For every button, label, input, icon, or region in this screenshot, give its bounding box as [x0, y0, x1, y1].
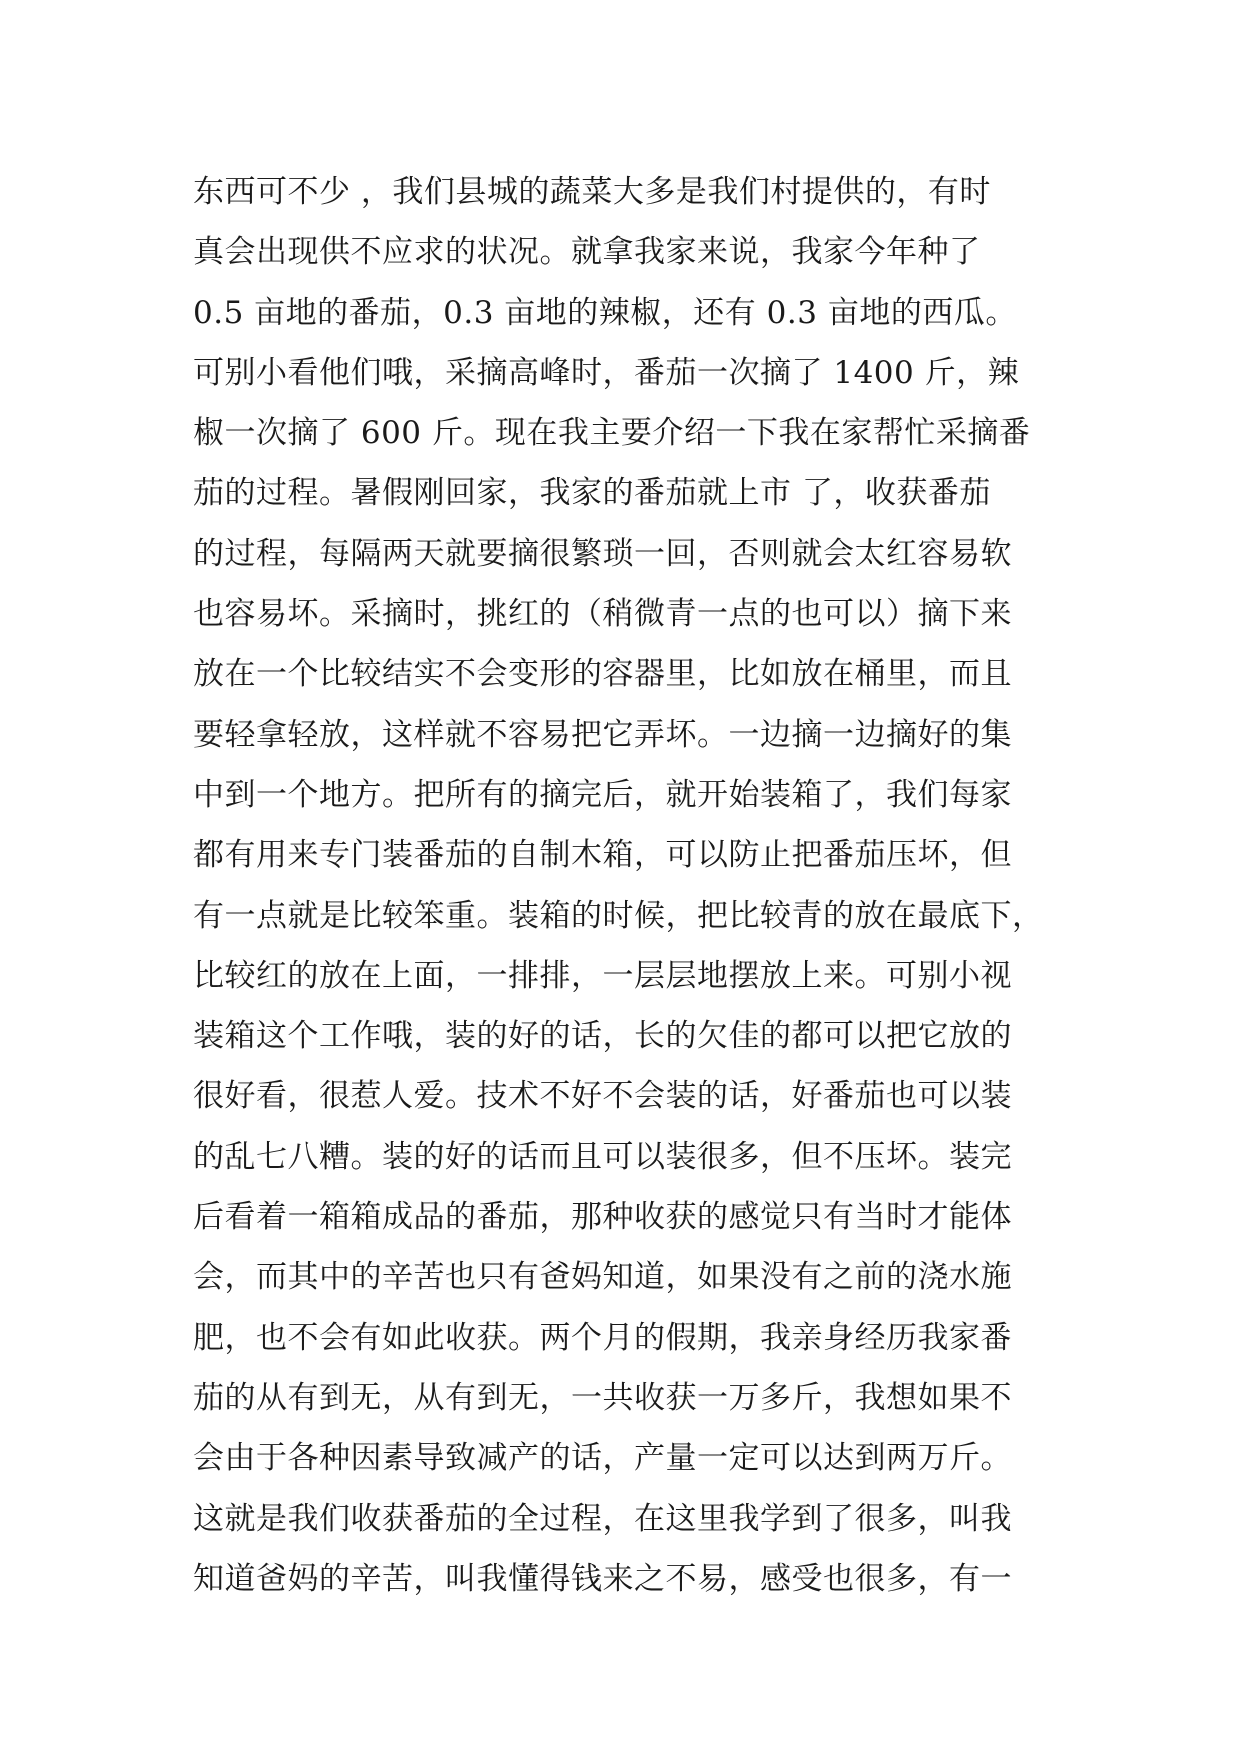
text-line: 要轻拿轻放，这样就不容易把它弄坏。一边摘一边摘好的集	[193, 716, 1012, 753]
text-line: 会由于各种因素导致减产的话，产量一定可以达到两万斤。	[193, 1440, 1012, 1477]
text-line: 很好看，很惹人爱。技术不好不会装的话，好番茄也可以装	[193, 1078, 1012, 1115]
text-line: 的乱七八糟。装的好的话而且可以装很多，但不压坏。装完	[193, 1138, 1012, 1175]
text-line: 东西可不少 ，我们县城的蔬菜大多是我们村提供的，有时	[193, 174, 991, 210]
text-line: 后看着一箱箱成品的番茄，那种收获的感觉只有当时才能体	[193, 1199, 1012, 1236]
text-line: 0.5 亩地的番茄，0.3 亩地的辣椒，还有 0.3 亩地的西瓜。	[193, 294, 1017, 331]
text-line: 可别小看他们哦，采摘高峰时，番茄一次摘了 1400 斤，辣	[193, 354, 1020, 391]
text-line: 这就是我们收获番茄的全过程，在这里我学到了很多，叫我	[193, 1500, 1012, 1537]
text-line: 比较红的放在上面，一排排，一层层地摆放上来。可别小视	[193, 957, 1012, 994]
text-line: 茄的过程。暑假刚回家，我家的番茄就上市 了，收获番茄	[193, 475, 991, 512]
text-line: 茄的从有到无，从有到无，一共收获一万多斤，我想如果不	[193, 1379, 1012, 1416]
text-line: 都有用来专门装番茄的自制木箱，可以防止把番茄压坏，但	[193, 837, 1012, 874]
text-line: 放在一个比较结实不会变形的容器里，比如放在桶里，而且	[193, 656, 1012, 693]
text-line: 装箱这个工作哦，装的好的话，长的欠佳的都可以把它放的	[193, 1018, 1012, 1055]
body-text	[193, 162, 1093, 1609]
text-line: 的过程，每隔两天就要摘很繁琐一回，否则就会太红容易软	[193, 535, 1012, 572]
text-line: 中到一个地方。把所有的摘完后，就开始装箱了，我们每家	[193, 776, 1012, 813]
text-line: 会，而其中的辛苦也只有爸妈知道，如果没有之前的浇水施	[193, 1259, 1012, 1296]
text-line: 椒一次摘了 600 斤。现在我主要介绍一下我在家帮忙采摘番	[193, 415, 1031, 452]
text-line: 知道爸妈的辛苦，叫我懂得钱来之不易，感受也很多，有一	[193, 1560, 1012, 1597]
text-line: 肥，也不会有如此收获。两个月的假期，我亲身经历我家番	[193, 1319, 1012, 1356]
text-line: 有一点就是比较笨重。装箱的时候，把比较青的放在最底下，	[193, 897, 1044, 934]
text-line: 真会出现供不应求的状况。就拿我家来说，我家今年种了	[193, 234, 981, 271]
text-line: 也容易坏。采摘时，挑红的（稍微青一点的也可以）摘下来	[193, 596, 1012, 633]
